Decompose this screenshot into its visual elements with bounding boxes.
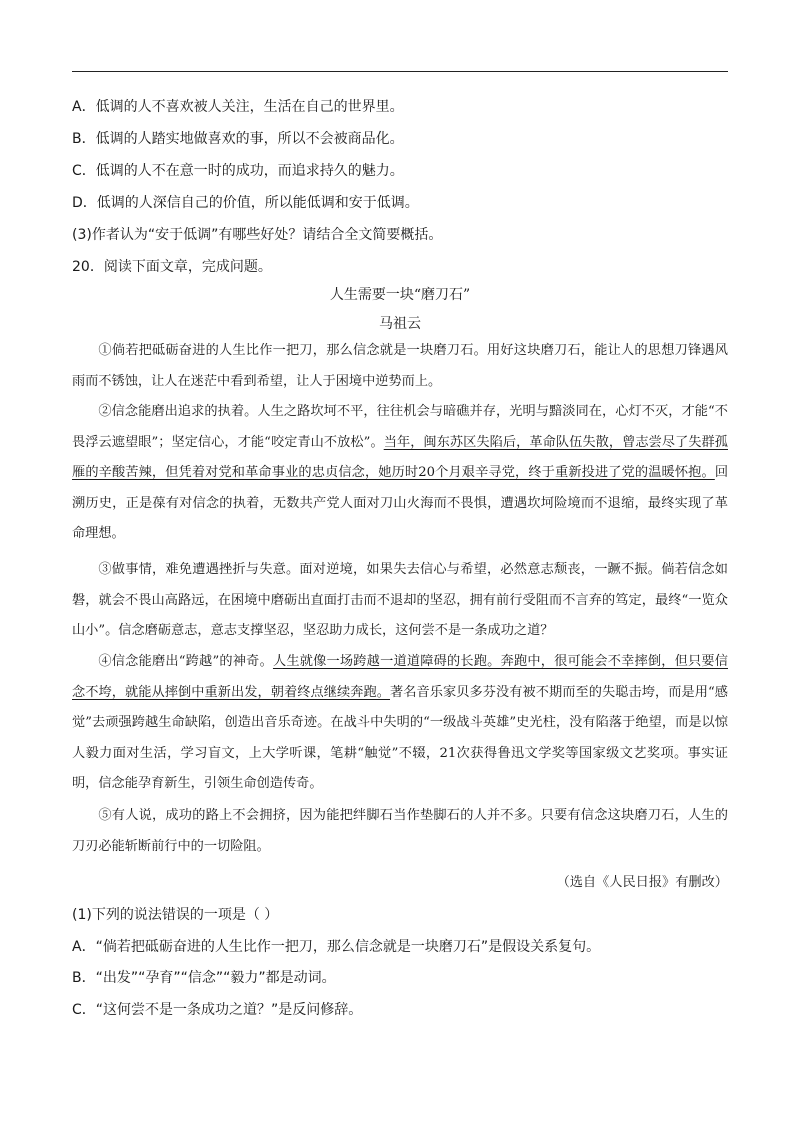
paragraph-4-text-b: 著名音乐家贝多芬没有被不期而至的失聪击垮，而是用“感觉”去顽强跨越生命缺陷，创造出音乐奇迹。在战斗中失明的“一级战斗英雄”史光柱，没有陷落于绝望，而是以惊人毅力面对生活，学习盲文，上大学听课，笔耕“触觉”不辍，21次获得鲁迅文学奖等国家级文艺奖项。事实证明，信念能孕育新生，引领生命创造传奇。	[72, 684, 728, 791]
article-title: 人生需要一块“磨刀石”	[329, 287, 471, 303]
prev-option-d: D．低调的人深信自己的价值，所以能低调和安于低调。	[72, 195, 419, 211]
paragraph-2-text-a: ②信念能磨出追求的执着。人生之路坎坷不平，往往机会与暗礁并存，光明与黯淡同在，心灯不灭，才能“不畏浮云遮望眼”；坚定信心，才能“咬定青山不放松”。	[72, 404, 728, 450]
paragraph-1: ①倘若把砥砺奋进的人生比作一把刀，那么信念就是一块磨刀石。用好这块磨刀石，能让人的思想刀锋遇风雨而不锈蚀，让人在迷茫中看到希望，让人于困境中逆势而上。	[72, 343, 728, 389]
paragraph-2-text-b: 回溯历史，正是葆有对信念的执着，无数共产党人面对刀山火海而不畏惧，遭遇坎坷险境而不退缩，最终实现了革命理想。	[72, 465, 728, 541]
header-rule	[72, 71, 728, 72]
subquestion-1-option-a: A．“倘若把砥砺奋进的人生比作一把刀，那么信念就是一块磨刀石”是假设关系复句。	[72, 939, 601, 955]
prev-option-b: B．低调的人踏实地做喜欢的事，所以不会被商品化。	[72, 131, 404, 147]
prev-subquestion-3: (3)作者认为“安于低调”有哪些好处？请结合全文简要概括。	[72, 227, 443, 243]
paragraph-2-underlined: 当年，闽东苏区失陷后，革命队伍失散，曾志尝尽了失群孤雁的辛酸苦辣，但凭着对党和革命事业的忠贞信念，她历时20个月艰辛寻党，终于重新投进了党的温暖怀抱。	[72, 434, 728, 480]
paragraph-5: ⑤有人说，成功的路上不会拥挤，因为能把绊脚石当作垫脚石的人并不多。只要有信念这块磨刀石，人生的刀刃必能斩断前行中的一切险阻。	[72, 808, 728, 854]
paragraph-4-underlined: 人生就像一场跨越一道道障碍的长跑。奔跑中，很可能会不幸摔倒，但只要信念不垮，就能从摔倒中重新出发，朝着终点继续奔跑。	[72, 654, 728, 700]
subquestion-1: (1)下列的说法错误的一项是（ ）	[72, 907, 279, 923]
paragraph-4-text-a: ④信念能磨出“跨越”的神奇。	[98, 654, 273, 669]
paragraph-3: ③做事情，难免遭遇挫折与失意。面对逆境，如果失去信心与希望，必然意志颓丧，一蹶不振。倘若信念如磐，就会不畏山高路远，在困境中磨砺出直面打击而不退却的坚忍，拥有前行受阻而不言弃的笃定，最终“一览众山小”。信念磨砺意志，意志支撑坚忍，坚忍助力成长，这何尝不是一条成功之道？	[72, 562, 728, 638]
subquestion-1-option-b: B．“出发”“孕育”“信念”“毅力”都是动词。	[72, 970, 336, 986]
paragraph-4	[72, 647, 728, 800]
paragraph-2	[72, 397, 728, 550]
article-author: 马祖云	[379, 316, 421, 332]
article-source: （选自《人民日报》有删改）	[556, 875, 728, 890]
subquestion-1-option-c: C．“这何尝不是一条成功之道？”是反问修辞。	[72, 1002, 363, 1018]
prev-option-a: A．低调的人不喜欢被人关注，生活在自己的世界里。	[72, 99, 404, 115]
question-20-stem: 20．阅读下面文章，完成问题。	[72, 259, 272, 275]
prev-option-c: C．低调的人不在意一时的成功，而追求持久的魅力。	[72, 163, 404, 179]
